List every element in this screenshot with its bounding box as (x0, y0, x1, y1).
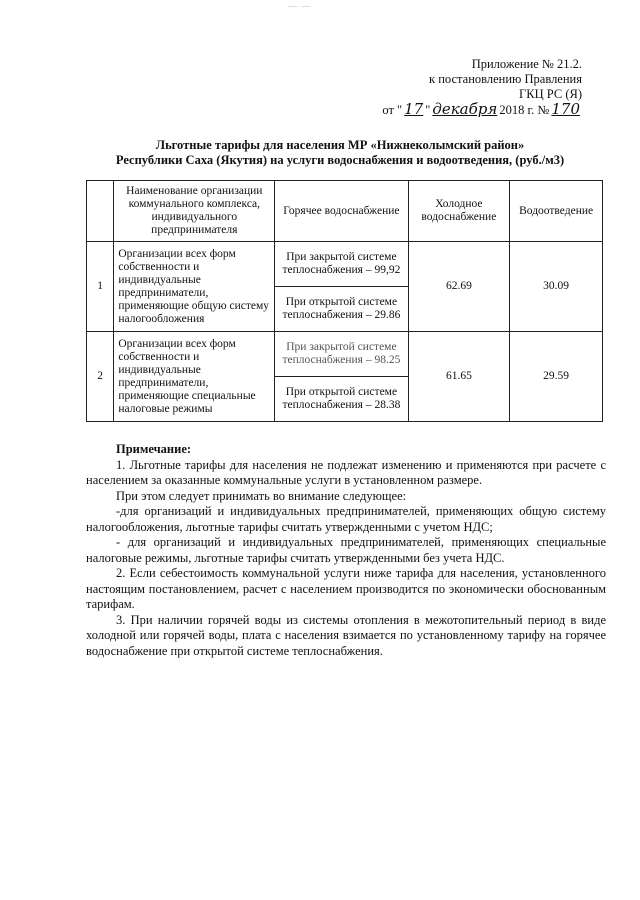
title-line-2: Республики Саха (Якутия) на услуги водоснабжения и водоотведения, (руб./м3) (115, 153, 565, 167)
note-paragraph-5: 2. Если себестоимость коммунальной услуги ниже тарифа для населения, установленного настоящим постановлением, расчет с населением производится по экономически обоснованным тарифам. (86, 566, 606, 611)
cold-water-tariff-cell: 61.65 (408, 332, 510, 422)
date-quote-close: " (425, 103, 431, 117)
hot-water-open-system-cell: При открытой системе теплоснабжения – 28.38 (275, 377, 408, 422)
hot-water-closed-system-cell: При закрытой системе теплоснабжения – 98.25 (275, 332, 408, 377)
appendix-line-2: к постановлению Правления (429, 72, 582, 86)
decree-date-line (382, 102, 582, 118)
title-line-1: Льготные тарифы для населения МР «Нижнеколымский район» (155, 138, 525, 152)
note-paragraph-3: -для организаций и индивидуальных предпринимателей, применяющих общую систему налогообложения, льготные тарифы считать утвержденными с учетом НДС; (86, 504, 606, 534)
document-title (60, 138, 620, 168)
notes-title: Примечание: (116, 442, 192, 456)
notes-section (86, 442, 606, 659)
column-header-organization: Наименование организации коммунального комплекса, индивидуального предпринимателя (114, 181, 275, 242)
hot-water-closed-system-cell: При закрытой системе теплоснабжения – 99,92 (275, 242, 408, 287)
note-paragraph-1: 1. Льготные тарифы для населения не подлежат изменению и применяются при расчете с населением за оказанные коммунальные услуги в установленном размере. (86, 457, 606, 487)
table-row (87, 332, 603, 377)
table-header-row (87, 181, 603, 242)
handwritten-decree-number: 170 (551, 100, 580, 118)
note-paragraph-6: 3. При наличии горячей воды из системы отопления в межотопительный период в виде холодной или горячей воды, плата с населения взимается по установленному тарифу на горячее водоснабжение при открытой системе теплоснабжения. (86, 612, 606, 658)
sewerage-tariff-cell: 29.59 (510, 332, 603, 422)
column-header-cold-water: Холодное водоснабжение (408, 181, 510, 242)
cold-water-tariff-cell: 62.69 (408, 242, 510, 332)
handwritten-day: 17 (404, 100, 424, 118)
row-number: 2 (87, 332, 114, 422)
note-paragraph-2: При этом следует принимать во внимание следующее: (116, 488, 407, 503)
row-number: 1 (87, 242, 114, 332)
appendix-line-1: Приложение № 21.2. (471, 57, 582, 71)
date-year: 2018 г. № (499, 103, 550, 117)
handwritten-month: декабря (432, 100, 498, 118)
note-paragraph-4: - для организаций и индивидуальных предпринимателей, применяющих специальные налоговые режимы, льготные тарифы считать утвержденными без учета НДС. (86, 535, 606, 565)
organization-cell: Организации всех форм собственности и индивидуальные предприниматели, применяющие общую систему налогообложения (114, 242, 275, 332)
organization-cell: Организации всех форм собственности и индивидуальные предприниматели, применяющие специальные налоговые режимы (114, 332, 275, 422)
column-header-hot-water: Горячее водоснабжение (275, 181, 408, 242)
appendix-line-3: ГКЦ РС (Я) (519, 87, 582, 101)
column-header-sewerage: Водоотведение (510, 181, 603, 242)
table-row (87, 242, 603, 287)
date-prefix: от " (382, 103, 403, 117)
top-mark: — — (288, 1, 312, 11)
tariff-table (86, 180, 603, 422)
sewerage-tariff-cell: 30.09 (510, 242, 603, 332)
hot-water-open-system-cell: При открытой системе теплоснабжения – 29.86 (275, 287, 408, 332)
column-header-number (87, 181, 114, 242)
appendix-header (382, 57, 582, 118)
